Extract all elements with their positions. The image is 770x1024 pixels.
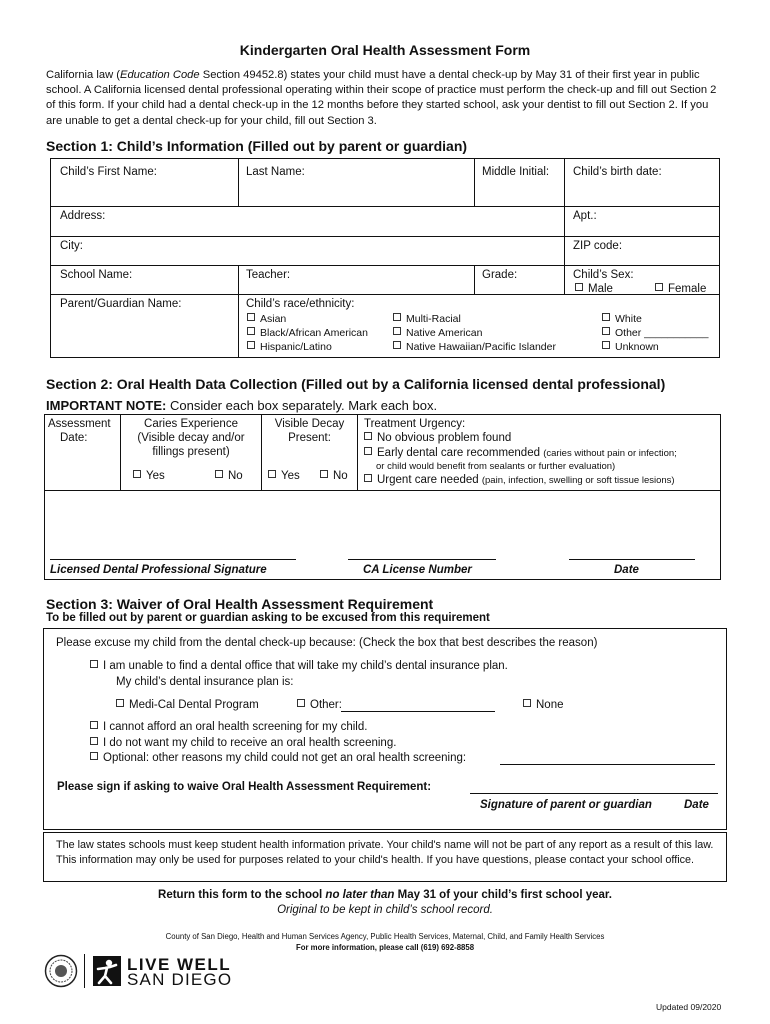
checkbox-icon: [247, 327, 255, 335]
caries-label-3: fillings present): [152, 446, 230, 458]
agency-text: County of San Diego, Health and Human Services Agency, Public Health Services, Maternal, Child, and Family Health Services: [165, 932, 605, 941]
section1-heading: Section 1: Child’s Information (Filled out by parent or guardian): [46, 138, 468, 154]
urgency-early-note: or child would benefit from sealants or further evaluation): [376, 461, 616, 472]
visible-decay-label-1: Visible Decay: [274, 418, 345, 430]
original-note: Original to be kept in child’s school record.: [277, 904, 493, 916]
checkbox-icon: [602, 313, 610, 321]
parent-signature-label: Signature of parent or guardian: [480, 799, 652, 811]
checkbox-icon: [393, 327, 401, 335]
checkbox-icon: [364, 447, 372, 455]
checkbox-icon: [247, 341, 255, 349]
city-field[interactable]: City:: [60, 240, 83, 252]
caries-label-2: (Visible decay and/or: [137, 432, 245, 444]
first-name-field[interactable]: Child’s First Name:: [60, 166, 157, 178]
middle-initial-field[interactable]: Middle Initial:: [482, 166, 550, 178]
race-other-checkbox[interactable]: Other ___________: [602, 327, 708, 339]
plan-other-line[interactable]: [341, 711, 495, 712]
teacher-field[interactable]: Teacher:: [246, 269, 291, 281]
race-native-american-checkbox[interactable]: Native American: [393, 327, 482, 339]
insurance-plan-label: My child’s dental insurance plan is:: [116, 676, 294, 688]
checkbox-icon: [393, 341, 401, 349]
checkbox-icon: [90, 721, 98, 729]
sex-female-checkbox[interactable]: Female: [655, 283, 706, 295]
assessment-date-field[interactable]: Date:: [60, 432, 88, 444]
urgency-label: Treatment Urgency:: [364, 418, 466, 430]
caries-label-1: Caries Experience: [144, 418, 238, 430]
checkbox-icon: [90, 752, 98, 760]
return-instruction: Return this form to the school no later than May 31 of your child’s first school year.: [158, 889, 612, 901]
reason-afford-checkbox[interactable]: I cannot afford an oral health screening for my child.: [90, 721, 367, 733]
race-asian-checkbox[interactable]: Asian: [247, 313, 286, 325]
updated-date: Updated 09/2020: [656, 1002, 722, 1012]
live-well-logo-text: LIVE WELL: [127, 955, 232, 974]
grade-field[interactable]: Grade:: [482, 269, 518, 281]
checkbox-icon: [215, 470, 223, 478]
privacy-text: The law states schools must keep student health information private. Your child's name will not be part of any report as a result of this law. This information may only be used for purposes related to your child's health. If you have questions, please contact your school office.: [56, 839, 714, 866]
san-diego-logo-text: SAN DIEGO: [127, 970, 233, 989]
apt-field[interactable]: Apt.:: [573, 210, 597, 222]
assessment-label: Assessment: [48, 418, 111, 430]
urgency-early-checkbox[interactable]: Early dental care recommended (caries without pain or infection;: [364, 447, 677, 459]
plan-medical-checkbox[interactable]: Medi-Cal Dental Program: [116, 699, 259, 711]
sex-label: Child’s Sex:: [573, 269, 634, 281]
address-field[interactable]: Address:: [60, 210, 106, 222]
checkbox-icon: [655, 283, 663, 291]
waiver-signature-line[interactable]: [470, 793, 718, 794]
dental-date-label: Date: [614, 564, 639, 576]
birth-date-field[interactable]: Child’s birth date:: [573, 166, 662, 178]
form-title: Kindergarten Oral Health Assessment Form: [239, 42, 531, 58]
reason-not-want-checkbox[interactable]: I do not want my child to receive an oral health screening.: [90, 737, 396, 749]
last-name-field[interactable]: Last Name:: [246, 166, 305, 178]
checkbox-icon: [602, 327, 610, 335]
visible-decay-label-2: Present:: [288, 432, 331, 444]
section3-subheading: To be filled out by parent or guardian asking to be excused from this requirement: [46, 612, 490, 624]
dental-signature-line[interactable]: [50, 559, 296, 560]
license-line[interactable]: [348, 559, 496, 560]
race-label: Child’s race/ethnicity:: [246, 298, 355, 310]
checkbox-icon: [393, 313, 401, 321]
race-unknown-checkbox[interactable]: Unknown: [602, 341, 659, 353]
plan-other-checkbox[interactable]: Other:: [297, 699, 342, 711]
waiver-intro: Please excuse my child from the dental check-up because: (Check the box that best describes the reason): [56, 637, 598, 649]
checkbox-icon: [116, 699, 124, 707]
sex-male-checkbox[interactable]: Male: [575, 283, 613, 295]
decay-no-checkbox[interactable]: No: [320, 470, 348, 482]
dental-signature-label: Licensed Dental Professional Signature: [50, 564, 267, 576]
section3-heading: Section 3: Waiver of Oral Health Assessment Requirement: [46, 596, 434, 612]
dental-date-line[interactable]: [569, 559, 695, 560]
race-black-checkbox[interactable]: Black/African American: [247, 327, 368, 339]
reason-optional-checkbox[interactable]: Optional: other reasons my child could not get an oral health screening:: [90, 752, 466, 764]
caries-no-checkbox[interactable]: No: [215, 470, 243, 482]
checkbox-icon: [133, 470, 141, 478]
plan-none-checkbox[interactable]: None: [523, 699, 564, 711]
checkbox-icon: [320, 470, 328, 478]
checkbox-icon: [575, 283, 583, 291]
race-white-checkbox[interactable]: White: [602, 313, 642, 325]
school-name-field[interactable]: School Name:: [60, 269, 133, 281]
urgency-none-checkbox[interactable]: No obvious problem found: [364, 432, 511, 444]
parent-date-label: Date: [684, 799, 709, 811]
caries-yes-checkbox[interactable]: Yes: [133, 470, 165, 482]
reason-insurance-checkbox[interactable]: I am unable to find a dental office that will take my child’s dental insurance plan.: [90, 660, 508, 672]
checkbox-icon: [297, 699, 305, 707]
race-multi-checkbox[interactable]: Multi-Racial: [393, 313, 461, 325]
checkbox-icon: [247, 313, 255, 321]
parent-name-field[interactable]: Parent/Guardian Name:: [60, 298, 182, 310]
info-phone: For more information, please call (619) 692-8858: [295, 943, 475, 952]
race-hispanic-checkbox[interactable]: Hispanic/Latino: [247, 341, 332, 353]
optional-reason-line[interactable]: [500, 764, 715, 765]
intro-paragraph: California law (Education Code Section 49452.8) states your child must have a dental check-up by May 31 of their first year in public school. A California licensed dental professional operating within their scope of practice must perform the check-up and fill out Section 2 of this form. If your child had a dental check-up in the 12 months before they started school, ask your dentist to fill out Section 2. If you are unable to get a dental check-up for your child, fill out Section 3.: [46, 69, 717, 127]
zip-field[interactable]: ZIP code:: [573, 240, 623, 252]
checkbox-icon: [364, 474, 372, 482]
checkbox-icon: [602, 341, 610, 349]
waiver-sign-label: Please sign if asking to waive Oral Health Assessment Requirement:: [57, 781, 432, 793]
urgency-urgent-checkbox[interactable]: Urgent care needed (pain, infection, swelling or soft tissue lesions): [364, 474, 675, 486]
checkbox-icon: [268, 470, 276, 478]
license-label: CA License Number: [363, 564, 472, 576]
checkbox-icon: [364, 432, 372, 440]
important-note: IMPORTANT NOTE: Consider each box separately. Mark each box.: [46, 398, 438, 413]
checkbox-icon: [90, 737, 98, 745]
checkbox-icon: [90, 660, 98, 668]
county-seal-icon: [44, 954, 78, 993]
decay-yes-checkbox[interactable]: Yes: [268, 470, 300, 482]
section2-heading: Section 2: Oral Health Data Collection (Filled out by a California licensed dental professional): [46, 376, 666, 392]
live-well-figure-icon: [93, 956, 121, 991]
checkbox-icon: [523, 699, 531, 707]
race-native-hawaiian-checkbox[interactable]: Native Hawaiian/Pacific Islander: [393, 341, 556, 353]
